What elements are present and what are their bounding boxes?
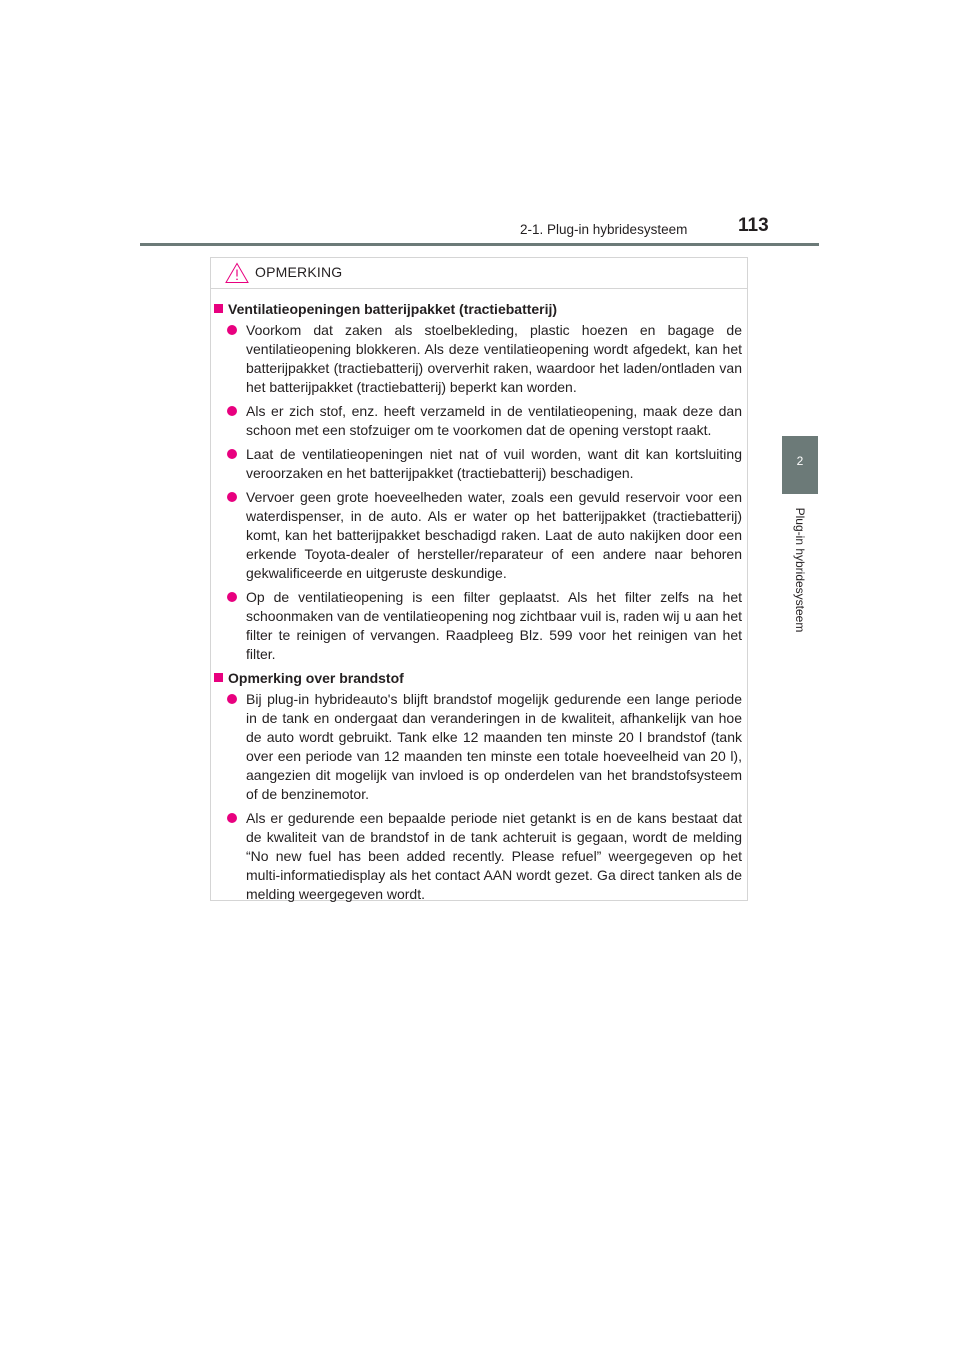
chapter-tab[interactable] (782, 436, 818, 494)
section-heading: Ventilatieopeningen batterijpakket (tractiebatterij) (214, 300, 742, 319)
bullet-icon (227, 592, 237, 602)
note-title: OPMERKING (255, 264, 343, 280)
list-item: Laat de ventilatieopeningen niet nat of vuil worden, want dit kan kortsluiting veroorzaken en het batterijpakket (tractiebatterij) beschadigen. (214, 445, 742, 483)
chapter-number: 2 (796, 454, 804, 468)
bullet-icon (227, 449, 237, 459)
list-item: Bij plug-in hybrideauto's blijft brandstof mogelijk gedurende een lange periode in de tank en ondergaat dan veranderingen in de kwaliteit, afhankelijk van hoe de auto wordt gebruikt. Tank elke 12 maanden ten minste 20 l brandstof (tank over een periode van 12 maanden ten minste een totale hoeveelheid van 20 l), aangezien dit mogelijk van invloed is op onderdelen van het brandstofsysteem of de benzinemotor. (214, 690, 742, 804)
bullet-icon (227, 406, 237, 416)
note-body (211, 289, 747, 904)
list-item: Als er gedurende een bepaalde periode niet getankt is en de kans bestaat dat de kwaliteit van de brandstof in de tank achteruit is gegaan, wordt de melding “No new fuel has been added recently. Please refuel” weergegeven op het multi-informatiedisplay als het contact AAN wordt gezet. Ga direct tanken als de melding weergegeven wordt. (214, 809, 742, 904)
section-fuel (214, 669, 742, 904)
warning-triangle-icon (225, 262, 249, 284)
list-item: Op de ventilatieopening is een filter geplaatst. Als het filter zelfs na het schoonmaken van de ventilatieopening nog zichtbaar vuil is, raden wij u aan het filter te reinigen of vervangen. Raadpleeg Blz. 599 voor het reinigen van het filter. (214, 588, 742, 664)
note-box (210, 257, 748, 901)
square-bullet-icon (214, 673, 223, 682)
note-header (211, 258, 747, 289)
section-title: 2-1. Plug-in hybridesysteem (520, 222, 688, 237)
list-item: Als er zich stof, enz. heeft verzameld in de ventilatieopening, maak deze dan schoon met een stofzuiger om te voorkomen dat de opening verstopt raakt. (214, 402, 742, 440)
header-divider (140, 243, 819, 246)
list-item: Vervoer geen grote hoeveelheden water, zoals een gevuld reservoir voor een waterdispenser, in de auto. Als er water op het batterijpakket (tractiebatterij) komt, kan het batterijpakket beschadigd raken. Laat de auto nakijken door een erkende Toyota-dealer of hersteller/reparateur of een andere naar behoren gekwalificeerde en uitgeruste deskundige. (214, 488, 742, 583)
square-bullet-icon (214, 304, 223, 313)
bullet-icon (227, 813, 237, 823)
page-number: 113 (738, 215, 769, 236)
bullet-icon (227, 325, 237, 335)
list-item: Voorkom dat zaken als stoelbekleding, plastic hoezen en bagage de ventilatieopening blokkeren. Als deze ventilatieopening wordt afgedekt, kan het batterijpakket (tractiebatterij) oververhit raken, waardoor het laden/ontladen van het batterijpakket (tractiebatterij) beperkt kan worden. (214, 321, 742, 397)
section-ventilation (214, 300, 742, 664)
section-heading: Opmerking over brandstof (214, 669, 742, 688)
bullet-icon (227, 492, 237, 502)
bullet-icon (227, 694, 237, 704)
chapter-label: Plug-in hybridesysteem (793, 507, 807, 633)
